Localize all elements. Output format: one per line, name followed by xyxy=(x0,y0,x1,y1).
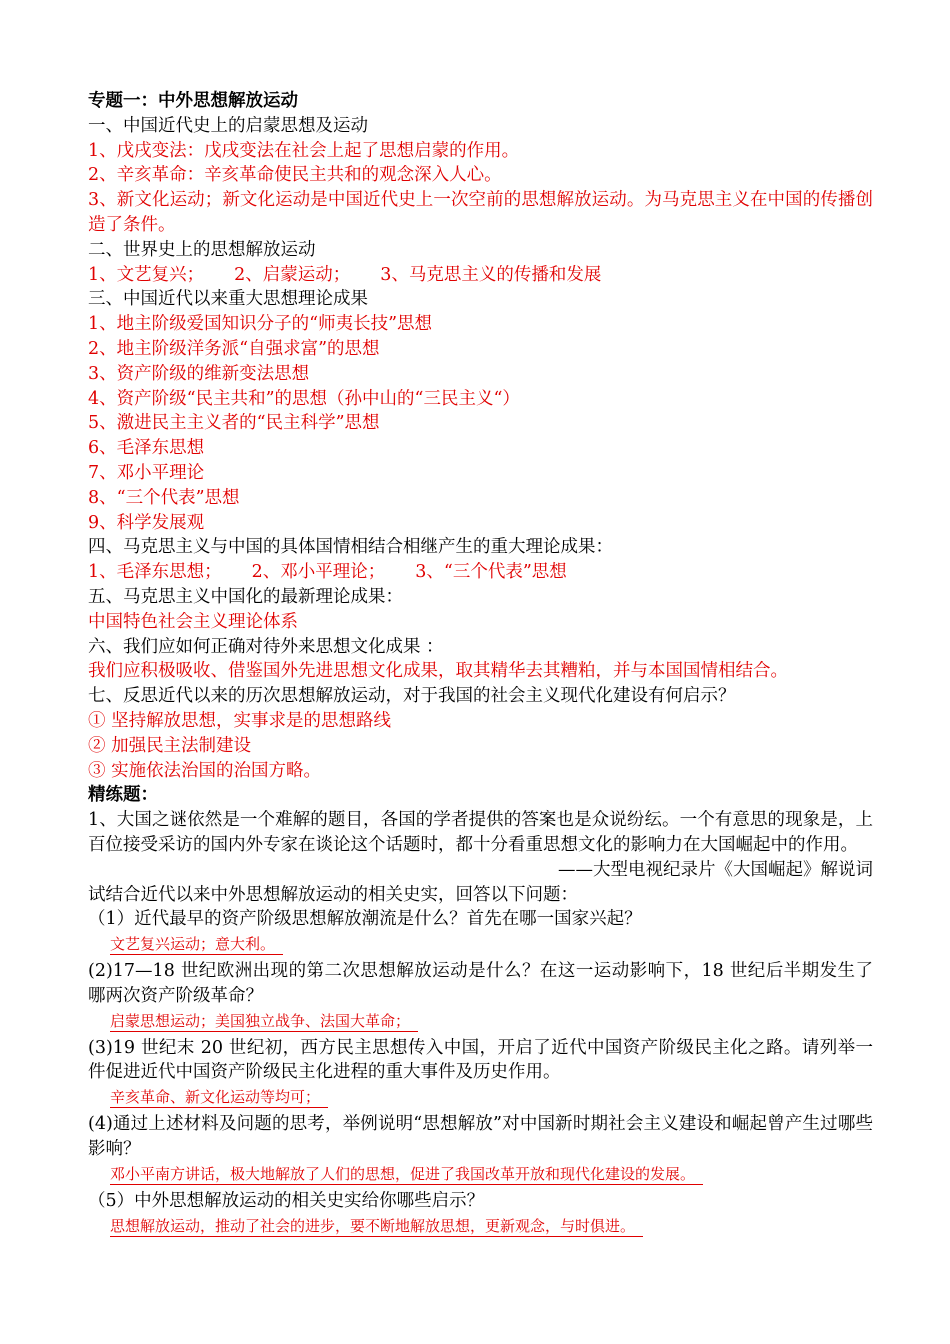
section-4-heading: 四、马克思主义与中国的具体国情相结合相继产生的重大理论成果： xyxy=(88,537,613,558)
section-4-item: 1、毛泽东思想； xyxy=(88,562,222,583)
question-4: (4)通过上述材料及问题的思考，举例说明“思想解放”对中国新时期社会主义建设和崛起曾产生过哪些影响？ xyxy=(88,1114,873,1160)
answer-1: 文艺复兴运动；意大利。 xyxy=(110,934,283,955)
section-2-item: 3、马克思主义的传播和发展 xyxy=(380,264,602,285)
section-4-item: 2、邓小平理论； xyxy=(251,562,386,583)
section-5-answer: 中国特色社会主义理论体系 xyxy=(88,611,298,632)
section-3-item: 9、科学发展观 xyxy=(88,512,205,533)
section-4-items xyxy=(88,560,873,585)
section-3-item: 3、资产阶级的维新变法思想 xyxy=(88,363,310,384)
section-3-item: 2、地主阶级洋务派“自强求富”的思想 xyxy=(88,338,380,359)
document-page xyxy=(88,89,873,1241)
section-6-heading: 六、我们应如何正确对待外来思想文化成果 ： xyxy=(88,636,444,657)
question-2: (2)17—18 世纪欧洲出现的第二次思想解放运动是什么？在这一运动影响下，18 世纪后半期发生了哪两次资产阶级革命？ xyxy=(88,961,873,1006)
section-2-item: 2、启蒙运动； xyxy=(234,264,351,285)
answer-2: 启蒙思想运动；美国独立战争、法国大革命； xyxy=(110,1011,418,1032)
section-7-heading: 七、反思近代以来的历次思想解放运动，对于我国的社会主义现代化建设有何启示？ xyxy=(88,686,736,707)
section-3-item: 6、毛泽东思想 xyxy=(88,438,205,459)
section-7-item: ③ 实施依法治国的治国方略。 xyxy=(88,760,322,781)
section-1-item: 1、戊戌变法：戊戌变法在社会上起了思想启蒙的作用。 xyxy=(88,140,520,161)
practice-prompt: 试结合近代以来中外思想解放运动的相关史实，回答以下问题： xyxy=(88,884,578,905)
answer-5: 思想解放运动，推动了社会的进步，要不断地解放思想，更新观念，与时俱进。 xyxy=(110,1216,643,1237)
section-3-item: 7、邓小平理论 xyxy=(88,462,205,483)
practice-heading: 精练题： xyxy=(88,785,158,806)
question-1: （1）近代最早的资产阶级思想解放潮流是什么？首先在哪一国家兴起？ xyxy=(88,909,642,930)
practice-material: 1、大国之谜依然是一个难解的题目，各国的学者提供的答案也是众说纷纭。一个有意思的现象是，上百位接受采访的国内外专家在谈论这个话题时，都十分看重思想文化的影响力在大国崛起中的作用。 xyxy=(88,810,873,855)
answer-4: 邓小平南方讲话，极大地解放了人们的思想，促进了我国改革开放和现代化建设的发展。 xyxy=(110,1164,703,1185)
section-3-item: 8、“三个代表”思想 xyxy=(88,487,240,508)
section-1-item: 3、新文化运动；新文化运动是中国近代史上一次空前的思想解放运动。为马克思主义在中国的传播创造了条件。 xyxy=(88,190,873,235)
section-2-items xyxy=(88,263,873,288)
section-3-item: 4、资产阶级“民主共和”的思想（孙中山的“三民主义“） xyxy=(88,388,520,409)
practice-source: ——大型电视纪录片《大国崛起》解说词 xyxy=(558,859,873,880)
question-3: (3)19 世纪末 20 世纪初，西方民主思想传入中国，开启了近代中国资产阶级民主化之路。请列举一件促进近代中国资产阶级民主化进程的重大事件及历史作用。 xyxy=(88,1037,873,1083)
section-3-heading: 三、中国近代以来重大思想理论成果 xyxy=(88,289,368,310)
question-5: （5）中外思想解放运动的相关史实给你哪些启示？ xyxy=(88,1190,485,1211)
section-3-item: 5、激进民主主义者的“民主科学”思想 xyxy=(88,413,380,434)
page-title: 专题一：中外思想解放运动 xyxy=(88,91,298,111)
section-4-item: 3、“三个代表”思想 xyxy=(415,562,567,583)
section-3-item: 1、地主阶级爱国知识分子的“师夷长技”思想 xyxy=(88,314,433,335)
section-2-heading: 二、世界史上的思想解放运动 xyxy=(88,239,316,260)
answer-3: 辛亥革命、新文化运动等均可； xyxy=(110,1087,328,1108)
section-7-item: ① 坚持解放思想，实事求是的思想路线 xyxy=(88,710,392,731)
section-7-item: ② 加强民主法制建设 xyxy=(88,735,252,756)
section-1-heading: 一、中国近代史上的启蒙思想及运动 xyxy=(88,115,368,136)
section-6-answer: 我们应积极吸收、借鉴国外先进思想文化成果，取其精华去其糟粕，并与本国国情相结合。 xyxy=(88,661,788,682)
section-1-item: 2、辛亥革命：辛亥革命使民主共和的观念深入人心。 xyxy=(88,165,502,186)
section-5-heading: 五、马克思主义中国化的最新理论成果： xyxy=(88,586,403,607)
section-2-item: 1、文艺复兴； xyxy=(88,264,205,285)
